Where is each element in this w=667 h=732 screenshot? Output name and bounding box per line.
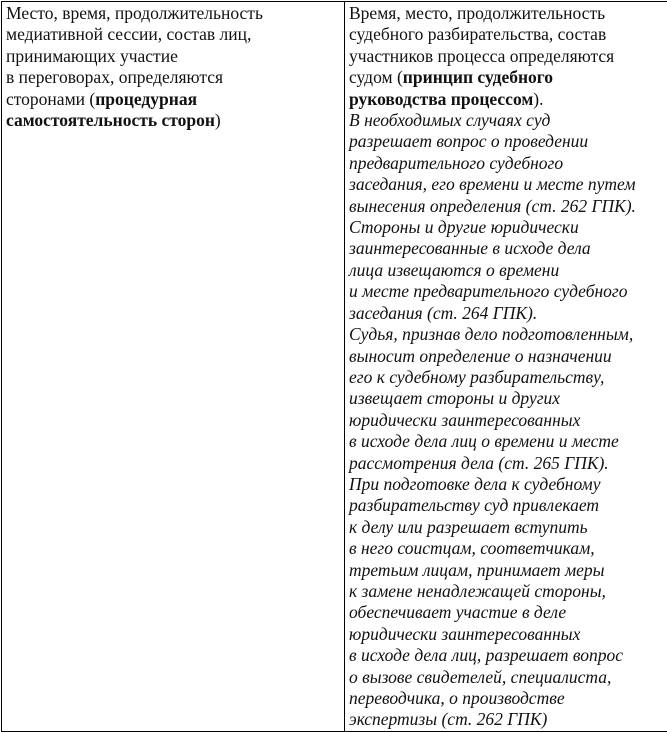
text-segment: и месте предварительного судебного bbox=[349, 281, 628, 301]
mediation-text-line bbox=[6, 3, 341, 24]
court-text-line bbox=[349, 602, 667, 623]
text-segment: сторонами ( bbox=[6, 89, 95, 109]
court-text-line bbox=[349, 238, 667, 259]
text-segment: о вызове свидетелей, специалиста, bbox=[349, 667, 611, 687]
court-text-line bbox=[349, 624, 667, 645]
mediation-text-line bbox=[6, 110, 341, 131]
court-text-line bbox=[349, 46, 667, 67]
court-text-line bbox=[349, 3, 667, 24]
court-text-line bbox=[349, 346, 667, 367]
table-row bbox=[2, 2, 667, 732]
court-cell-text bbox=[349, 3, 667, 731]
court-text-line bbox=[349, 688, 667, 709]
text-segment: в исходе дела лиц о времени и месте bbox=[349, 431, 619, 451]
text-segment: вынесения определения (ст. 262 ГПК). bbox=[349, 196, 636, 216]
text-segment: ) bbox=[215, 110, 221, 130]
mediation-cell bbox=[2, 2, 345, 732]
court-text-line bbox=[349, 303, 667, 324]
court-text-line bbox=[349, 24, 667, 45]
text-segment: экспертизы (ст. 262 ГПК) bbox=[349, 709, 547, 729]
text-segment: юридически заинтересованных bbox=[349, 624, 580, 644]
court-text-line bbox=[349, 410, 667, 431]
text-segment: При подготовке дела к судебному bbox=[349, 474, 601, 494]
emphasized-term: процедурная bbox=[95, 89, 197, 109]
text-segment: В необходимых случаях суд bbox=[349, 110, 550, 130]
court-text-line bbox=[349, 153, 667, 174]
court-text-line bbox=[349, 495, 667, 516]
court-text-line bbox=[349, 324, 667, 345]
text-segment: Место, время, продолжительность bbox=[6, 3, 263, 23]
text-segment: Судья, признав дело подготовленным, bbox=[349, 324, 633, 344]
text-segment: Время, место, продолжительность bbox=[349, 3, 605, 23]
text-segment: лица извещаются о времени bbox=[349, 260, 559, 280]
court-text-line bbox=[349, 260, 667, 281]
court-text-line bbox=[349, 560, 667, 581]
mediation-text-line bbox=[6, 24, 341, 45]
text-segment: Стороны и другие юридически bbox=[349, 217, 579, 237]
text-segment: рассмотрения дела (ст. 265 ГПК). bbox=[349, 453, 609, 473]
mediation-text-line bbox=[6, 46, 341, 67]
text-segment: заинтересованные в исходе дела bbox=[349, 238, 591, 258]
court-text-line bbox=[349, 538, 667, 559]
text-segment: разрешает вопрос о проведении bbox=[349, 131, 588, 151]
court-text-line bbox=[349, 667, 667, 688]
text-segment: принимающих участие bbox=[6, 46, 178, 66]
court-text-line bbox=[349, 174, 667, 195]
court-text-line bbox=[349, 196, 667, 217]
text-segment: его к судебному разбирательству, bbox=[349, 367, 604, 387]
text-segment: переводчика, о производстве bbox=[349, 688, 565, 708]
emphasized-term: руководства процессом bbox=[349, 89, 533, 109]
emphasized-term: принцип судебного bbox=[403, 67, 553, 87]
text-segment: обеспечивает участие в деле bbox=[349, 602, 566, 622]
court-text-line bbox=[349, 517, 667, 538]
mediation-cell-text bbox=[6, 3, 341, 131]
court-text-line bbox=[349, 217, 667, 238]
emphasized-term: самостоятельность сторон bbox=[6, 110, 215, 130]
court-text-line bbox=[349, 431, 667, 452]
court-cell bbox=[345, 2, 667, 732]
court-text-line bbox=[349, 388, 667, 409]
text-segment: ). bbox=[533, 89, 543, 109]
comparison-table bbox=[1, 1, 667, 732]
text-segment: в него соистцам, соответчикам, bbox=[349, 538, 595, 558]
mediation-text-line bbox=[6, 67, 341, 88]
text-segment: судом ( bbox=[349, 67, 403, 87]
court-text-line bbox=[349, 281, 667, 302]
text-segment: к замене ненадлежащей стороны, bbox=[349, 581, 606, 601]
text-segment: юридически заинтересованных bbox=[349, 410, 580, 430]
court-text-line bbox=[349, 474, 667, 495]
text-segment: третьим лицам, принимает меры bbox=[349, 560, 605, 580]
text-segment: медиативной сессии, состав лиц, bbox=[6, 24, 251, 44]
court-text-line bbox=[349, 453, 667, 474]
mediation-text-line bbox=[6, 89, 341, 110]
court-text-line bbox=[349, 110, 667, 131]
text-segment: в переговорах, определяются bbox=[6, 67, 223, 87]
court-text-line bbox=[349, 131, 667, 152]
text-segment: участников процесса определяются bbox=[349, 46, 614, 66]
text-segment: заседания, его времени и месте путем bbox=[349, 174, 636, 194]
text-segment: в исходе дела лиц, разрешает вопрос bbox=[349, 645, 623, 665]
text-segment: разбирательству суд привлекает bbox=[349, 495, 599, 515]
text-segment: судебного разбирательства, состав bbox=[349, 24, 606, 44]
court-text-line bbox=[349, 67, 667, 88]
court-text-line bbox=[349, 709, 667, 730]
text-segment: предварительного судебного bbox=[349, 153, 563, 173]
court-text-line bbox=[349, 581, 667, 602]
text-segment: выносит определение о назначении bbox=[349, 346, 612, 366]
text-segment: заседания (ст. 264 ГПК). bbox=[349, 303, 537, 323]
court-text-line bbox=[349, 645, 667, 666]
text-segment: извещает стороны и других bbox=[349, 388, 560, 408]
court-text-line bbox=[349, 367, 667, 388]
text-segment: к делу или разрешает вступить bbox=[349, 517, 588, 537]
court-text-line bbox=[349, 89, 667, 110]
